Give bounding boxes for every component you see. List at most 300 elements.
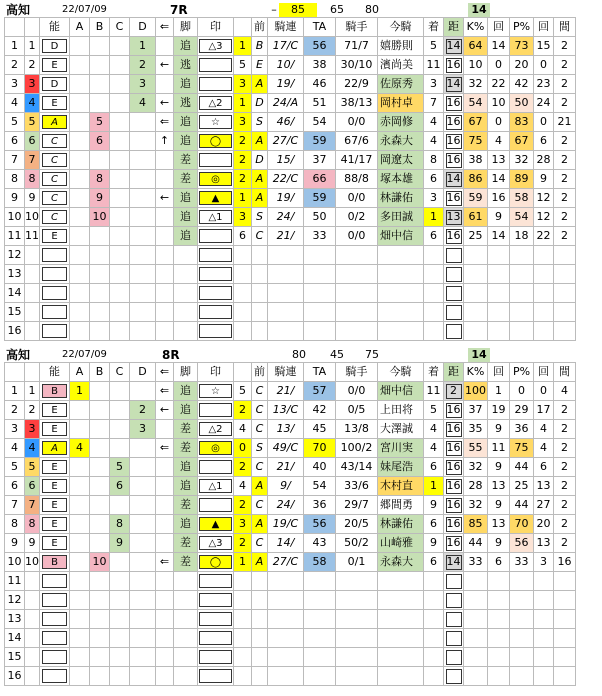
cell-empty: [40, 629, 70, 648]
cell-p2: 4: [534, 439, 554, 458]
cell-empty: [110, 303, 130, 322]
cell-nou: [40, 170, 70, 189]
cell-kishu: 0/0: [336, 227, 378, 246]
cell-mark: [198, 208, 234, 227]
cell-chaku: 11: [424, 382, 444, 401]
cell-c: [110, 170, 130, 189]
cell-ashi: 差: [174, 534, 198, 553]
cell-empty: [464, 591, 488, 610]
cell-kyori: 16: [444, 113, 464, 132]
ability-badge: E: [42, 229, 67, 243]
table-row: [5, 420, 576, 439]
ability-badge: C: [42, 191, 67, 205]
cell-empty: [488, 284, 510, 303]
cell-empty: [444, 667, 464, 686]
cell-empty: [110, 572, 130, 591]
cell-empty: [234, 246, 252, 265]
cell-p: 0: [510, 382, 534, 401]
cell-p: 25: [510, 477, 534, 496]
cell-x: 2: [234, 132, 252, 151]
cell-kiren: 15/: [268, 151, 304, 170]
ability-badge-empty: [42, 324, 67, 338]
column-header: 騎連: [268, 363, 304, 382]
cell-kyori: 14: [444, 553, 464, 572]
ability-badge: C: [42, 210, 67, 224]
column-header: D: [130, 363, 156, 382]
column-header: 印: [198, 363, 234, 382]
cell-empty: [378, 303, 424, 322]
column-header: 今騎: [378, 18, 424, 37]
cell-b: [90, 94, 110, 113]
cell-mark: [198, 151, 234, 170]
cell-c: [110, 113, 130, 132]
cell-c: [110, 439, 130, 458]
cell-empty: [25, 591, 40, 610]
cell-empty: [534, 629, 554, 648]
cell-k: 86: [464, 170, 488, 189]
cell-name: 永森大: [378, 553, 424, 572]
cell-chaku: 6: [424, 458, 444, 477]
cell-c: 5: [110, 458, 130, 477]
cell-kiren: 13/C: [268, 401, 304, 420]
cell-chaku: 8: [424, 151, 444, 170]
table-row: [5, 534, 576, 553]
cell-kan: 2: [554, 496, 576, 515]
cell-mark: [198, 94, 234, 113]
cell-empty: [304, 572, 336, 591]
cell-empty: [378, 629, 424, 648]
cell-a: [70, 458, 90, 477]
ability-badge-empty: [42, 574, 67, 588]
ability-badge: E: [42, 422, 67, 436]
cell-empty: [234, 629, 252, 648]
cell-empty: [336, 246, 378, 265]
cell-gate: 1: [25, 37, 40, 56]
cell-kiren: 22/C: [268, 170, 304, 189]
cell-chaku: 4: [424, 113, 444, 132]
race1-header: [0, 2, 602, 18]
cell-empty: [70, 591, 90, 610]
cell-a: [70, 401, 90, 420]
cell-empty: [304, 648, 336, 667]
cell-empty: [234, 322, 252, 341]
cell-name: 木村直: [378, 477, 424, 496]
cell-empty: [268, 246, 304, 265]
cell-k: 35: [464, 420, 488, 439]
ability-badge: A: [42, 441, 67, 455]
cell-empty: [40, 284, 70, 303]
cell-name: 畑中信: [378, 382, 424, 401]
cell-b: [90, 75, 110, 94]
column-header: 着: [424, 18, 444, 37]
prediction-mark: △1: [199, 479, 232, 493]
cell-name: 畑中信: [378, 227, 424, 246]
cell-k: 100: [464, 382, 488, 401]
table-row: [5, 477, 576, 496]
cell-empty: [336, 591, 378, 610]
cell-c: [110, 132, 130, 151]
cell-c: 6: [110, 477, 130, 496]
cell-b: 8: [90, 170, 110, 189]
race2-header: [0, 347, 602, 363]
cell-empty: [198, 591, 234, 610]
table-row: [5, 94, 576, 113]
cell-empty: [90, 322, 110, 341]
cell-k: 28: [464, 477, 488, 496]
cell-empty: [40, 591, 70, 610]
cell-empty: [174, 610, 198, 629]
cell-ashi: 追: [174, 401, 198, 420]
empty-row: [5, 591, 576, 610]
cell-d: [130, 382, 156, 401]
cell-empty: [336, 284, 378, 303]
cell-c: [110, 56, 130, 75]
column-header: 着: [424, 363, 444, 382]
cell-p2: 9: [534, 170, 554, 189]
cell-empty: [40, 265, 70, 284]
cell-ta: 70: [304, 439, 336, 458]
cell-kiren: 24/A: [268, 94, 304, 113]
prediction-mark-empty: [199, 324, 232, 338]
cell-empty: [488, 610, 510, 629]
empty-row: [5, 322, 576, 341]
cell-k2: 13: [488, 477, 510, 496]
race2-track: 高知: [6, 348, 31, 362]
cell-kiren: 27/C: [268, 132, 304, 151]
cell-empty: [304, 610, 336, 629]
cell-no: 10: [5, 208, 25, 227]
cell-kishu: 0/1: [336, 553, 378, 572]
cell-empty: [444, 648, 464, 667]
column-header: 前: [252, 18, 268, 37]
cell-a: [70, 132, 90, 151]
cell-x: 6: [234, 227, 252, 246]
cell-c: [110, 37, 130, 56]
cell-arrow: [156, 420, 174, 439]
cell-ta: 56: [304, 515, 336, 534]
cell-mae: C: [252, 401, 268, 420]
cell-empty: [90, 265, 110, 284]
cell-mae: C: [252, 227, 268, 246]
ability-badge-empty: [42, 267, 67, 281]
cell-empty: [510, 572, 534, 591]
cell-x: 2: [234, 534, 252, 553]
cell-p: 54: [510, 208, 534, 227]
cell-p: 32: [510, 151, 534, 170]
race1-date: 22/07/09: [62, 4, 107, 15]
cell-kiren: 21/: [268, 227, 304, 246]
race1-dist: 14: [468, 3, 490, 17]
cell-ta: 42: [304, 401, 336, 420]
empty-row: [5, 303, 576, 322]
cell-a: [70, 534, 90, 553]
cell-ashi: 追: [174, 75, 198, 94]
cell-kyori: 16: [444, 458, 464, 477]
row-number: 14: [5, 629, 25, 648]
cell-empty: [510, 284, 534, 303]
cell-ta: 50: [304, 208, 336, 227]
cell-b: [90, 458, 110, 477]
cell-empty: [110, 648, 130, 667]
cell-ashi: 差: [174, 439, 198, 458]
cell-k: 85: [464, 515, 488, 534]
cell-gate: 3: [25, 420, 40, 439]
cell-arrow: [156, 170, 174, 189]
cell-empty: [198, 629, 234, 648]
cell-k2: 14: [488, 227, 510, 246]
cell-empty: [156, 610, 174, 629]
cell-chaku: 7: [424, 94, 444, 113]
cell-ashi: 追: [174, 227, 198, 246]
race1-v3: 80: [365, 3, 379, 16]
cell-b: [90, 534, 110, 553]
cell-empty: [534, 322, 554, 341]
ability-badge: E: [42, 403, 67, 417]
cell-kan: 2: [554, 439, 576, 458]
table-row: [5, 496, 576, 515]
cell-empty: [534, 265, 554, 284]
cell-chaku: 6: [424, 227, 444, 246]
cell-empty: [174, 246, 198, 265]
cell-p: 18: [510, 227, 534, 246]
cell-gate: 8: [25, 515, 40, 534]
cell-empty: [336, 265, 378, 284]
cell-empty: [130, 322, 156, 341]
cell-empty: [70, 667, 90, 686]
row-number: 14: [5, 284, 25, 303]
cell-a: [70, 94, 90, 113]
cell-no: 9: [5, 189, 25, 208]
cell-kyori: 16: [444, 227, 464, 246]
cell-a: [70, 553, 90, 572]
cell-d: [130, 477, 156, 496]
cell-empty: [488, 591, 510, 610]
cell-k2: 22: [488, 75, 510, 94]
cell-empty: [464, 648, 488, 667]
cell-x: 5: [234, 56, 252, 75]
table-row: [5, 151, 576, 170]
cell-kan: 16: [554, 553, 576, 572]
cell-empty: [510, 265, 534, 284]
cell-empty: [444, 591, 464, 610]
column-header: P%: [510, 18, 534, 37]
cell-mark: [198, 75, 234, 94]
cell-b: [90, 56, 110, 75]
cell-name: 永森大: [378, 132, 424, 151]
cell-kyori: 16: [444, 477, 464, 496]
header-row: [5, 18, 576, 37]
cell-mark: [198, 420, 234, 439]
cell-kiren: 24/: [268, 496, 304, 515]
cell-mark: [198, 37, 234, 56]
cell-empty: [174, 572, 198, 591]
table-row: [5, 553, 576, 572]
cell-empty: [424, 284, 444, 303]
cell-x: 2: [234, 401, 252, 420]
cell-empty: [156, 246, 174, 265]
cell-p2: 3: [534, 553, 554, 572]
cell-d: [130, 227, 156, 246]
cell-a: [70, 75, 90, 94]
cell-ta: 54: [304, 477, 336, 496]
cell-name: 宮川実: [378, 439, 424, 458]
cell-c: 8: [110, 515, 130, 534]
cell-ashi: 追: [174, 515, 198, 534]
cell-kan: 2: [554, 534, 576, 553]
cell-empty: [304, 284, 336, 303]
cell-empty: [110, 591, 130, 610]
cell-empty: [70, 284, 90, 303]
cell-chaku: 5: [424, 37, 444, 56]
cell-ashi: 逃: [174, 94, 198, 113]
cell-p2: 27: [534, 496, 554, 515]
cell-x: 2: [234, 170, 252, 189]
cell-empty: [40, 648, 70, 667]
cell-gate: 9: [25, 189, 40, 208]
cell-empty: [25, 303, 40, 322]
cell-arrow: [156, 534, 174, 553]
cell-x: 4: [234, 477, 252, 496]
cell-ashi: 追: [174, 189, 198, 208]
cell-p2: 17: [534, 401, 554, 420]
cell-b: 10: [90, 553, 110, 572]
table-row: [5, 208, 576, 227]
cell-k2: 9: [488, 458, 510, 477]
cell-empty: [130, 284, 156, 303]
cell-name: 嬉勝則: [378, 37, 424, 56]
cell-mae: S: [252, 208, 268, 227]
cell-empty: [464, 265, 488, 284]
cell-no: 4: [5, 439, 25, 458]
cell-empty: [534, 648, 554, 667]
cell-mae: D: [252, 94, 268, 113]
cell-empty: [130, 591, 156, 610]
cell-kyori: 14: [444, 75, 464, 94]
column-header: 回: [488, 18, 510, 37]
cell-arrow: [156, 227, 174, 246]
cell-b: [90, 420, 110, 439]
cell-arrow: [156, 37, 174, 56]
cell-kiren: 21/: [268, 382, 304, 401]
cell-empty: [424, 667, 444, 686]
cell-kan: 2: [554, 515, 576, 534]
cell-kishu: 0/5: [336, 401, 378, 420]
column-header: C: [110, 18, 130, 37]
cell-no: 6: [5, 477, 25, 496]
cell-empty: [25, 246, 40, 265]
cell-p2: 13: [534, 534, 554, 553]
cell-a: [70, 37, 90, 56]
cell-no: 10: [5, 553, 25, 572]
cell-empty: [174, 322, 198, 341]
cell-empty: [554, 572, 576, 591]
ability-badge-empty: [42, 669, 67, 683]
column-header: [234, 18, 252, 37]
cell-name: 濱尚美: [378, 56, 424, 75]
table-row: [5, 132, 576, 151]
race1-dash: –: [271, 3, 277, 16]
column-header: 間: [554, 363, 576, 382]
cell-kan: 2: [554, 477, 576, 496]
cell-p: 44: [510, 458, 534, 477]
cell-k: 32: [464, 496, 488, 515]
column-header: 能: [40, 18, 70, 37]
cell-name: 上田将: [378, 401, 424, 420]
prediction-mark-empty: [199, 305, 232, 319]
cell-empty: [25, 667, 40, 686]
cell-arrow: [156, 208, 174, 227]
cell-mae: C: [252, 534, 268, 553]
table-row: [5, 189, 576, 208]
prediction-mark: ☆: [199, 384, 232, 398]
cell-kishu: 71/7: [336, 37, 378, 56]
cell-gate: 10: [25, 553, 40, 572]
cell-p: 75: [510, 439, 534, 458]
race1-track: 高知: [6, 3, 31, 17]
cell-kiren: 46/: [268, 113, 304, 132]
cell-empty: [234, 284, 252, 303]
cell-ashi: 差: [174, 420, 198, 439]
prediction-mark: ◯: [199, 134, 232, 148]
cell-empty: [488, 265, 510, 284]
cell-no: 1: [5, 382, 25, 401]
cell-kishu: 67/6: [336, 132, 378, 151]
cell-b: 10: [90, 208, 110, 227]
row-number: 13: [5, 265, 25, 284]
table-row: [5, 170, 576, 189]
cell-kishu: 43/14: [336, 458, 378, 477]
cell-empty: [336, 667, 378, 686]
cell-arrow: [156, 515, 174, 534]
cell-kyori: 14: [444, 170, 464, 189]
cell-empty: [252, 610, 268, 629]
cell-chaku: 4: [424, 420, 444, 439]
cell-no: 7: [5, 151, 25, 170]
cell-mark: [198, 113, 234, 132]
ability-badge: D: [42, 39, 67, 53]
cell-mae: C: [252, 382, 268, 401]
cell-kishu: 88/8: [336, 170, 378, 189]
cell-empty: [174, 265, 198, 284]
cell-kan: 2: [554, 208, 576, 227]
cell-kiren: 9/: [268, 477, 304, 496]
cell-empty: [252, 322, 268, 341]
cell-gate: 7: [25, 151, 40, 170]
cell-empty: [70, 629, 90, 648]
cell-empty: [554, 667, 576, 686]
cell-kishu: 0/0: [336, 189, 378, 208]
cell-chaku: 3: [424, 189, 444, 208]
cell-arrow: ⇐: [156, 113, 174, 132]
cell-ashi: 追: [174, 37, 198, 56]
column-header: TA: [304, 18, 336, 37]
cell-empty: [464, 303, 488, 322]
cell-name: 赤岡修: [378, 113, 424, 132]
cell-kiren: 14/: [268, 534, 304, 553]
cell-mae: C: [252, 496, 268, 515]
cell-b: 6: [90, 132, 110, 151]
column-header: D: [130, 18, 156, 37]
cell-gate: 7: [25, 496, 40, 515]
cell-empty: [534, 246, 554, 265]
cell-empty: [554, 265, 576, 284]
cell-p2: 12: [534, 208, 554, 227]
cell-empty: [25, 284, 40, 303]
cell-empty: [234, 648, 252, 667]
ability-badge: D: [42, 77, 67, 91]
cell-ashi: 逃: [174, 56, 198, 75]
cell-name: 多田誠: [378, 208, 424, 227]
